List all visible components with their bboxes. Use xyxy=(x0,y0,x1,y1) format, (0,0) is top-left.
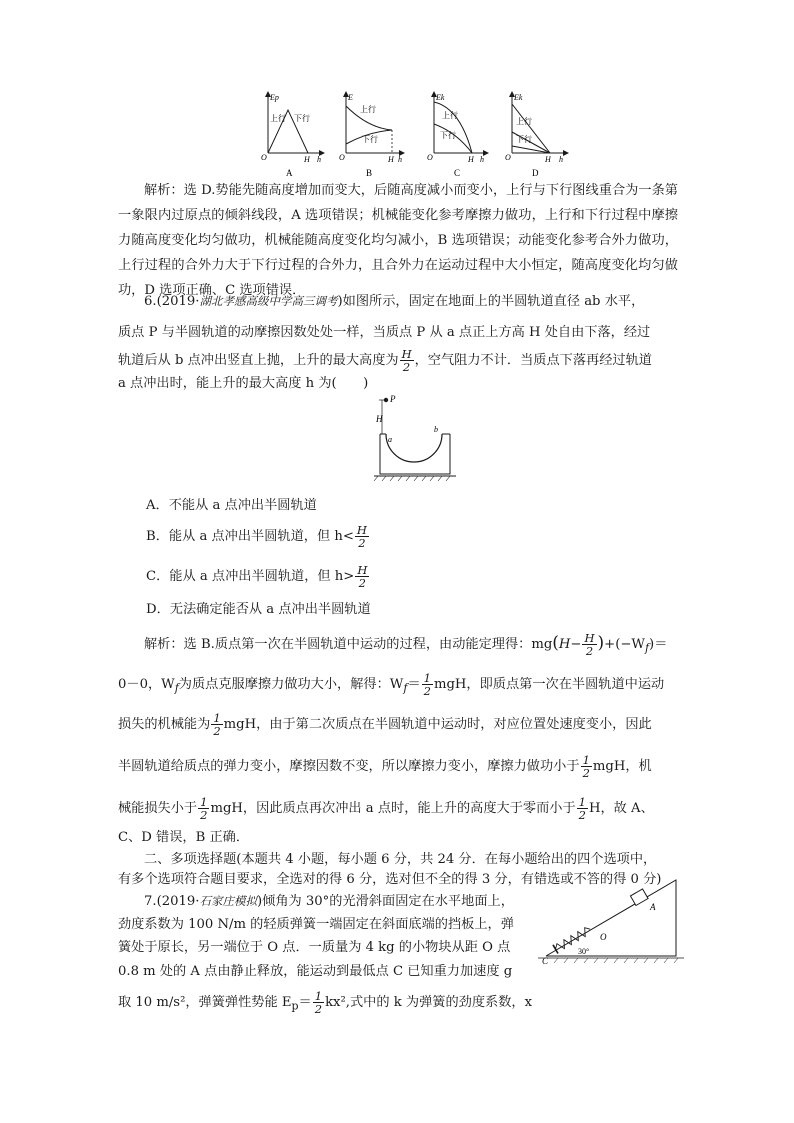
graph-b xyxy=(339,93,402,178)
q6-line2: 质点 P 与半圆轨道的动摩擦因数处处一样，当质点 P 从 a 点正上方高 H 处自由下落，经过 xyxy=(118,325,651,340)
q6-option-a[interactable]: A．不能从 a 点冲出半圆轨道 xyxy=(146,498,317,513)
graph-a xyxy=(261,93,322,178)
fraction-H-over-2: $\frac{H}{2}$ xyxy=(401,347,412,374)
graph-a-origin: O xyxy=(261,153,267,162)
graph-a-label: A xyxy=(286,168,293,178)
q7-line3: 簧处于原长，另一端位于 O 点．一质量为 4 kg 的小物块从距 O 点 xyxy=(118,940,511,955)
graph-a-h: h xyxy=(317,155,321,164)
graph-b-h: h xyxy=(398,155,402,164)
graph-d-up: 上行 xyxy=(516,117,532,126)
graph-b-up: 上行 xyxy=(360,105,376,114)
graph-b-origin: O xyxy=(339,153,345,162)
graph-c-label: C xyxy=(454,168,461,178)
fraction-H-over-2-b: $\frac{H}{2}$ xyxy=(356,523,367,550)
q7-line4: 0.8 m 处的 A 点由静止释放，能运动到最低点 C 已知重力加速度 g xyxy=(118,964,513,979)
section2-line1: 二、多项选择题(本题共 4 小题，每小题 6 分，共 24 分．在每小题给出的四个选项中， xyxy=(144,852,657,867)
analysis-q6-line1: 解析：选 B.质点第一次在半圆轨道中运动的过程，由动能定理得：mg(H− $\frac{H}{2}$ )$+(-W_f)=$ xyxy=(144,631,668,658)
fig6-a: a xyxy=(388,435,392,444)
graph-a-down: 下行 xyxy=(294,114,310,123)
q6-option-c[interactable] xyxy=(146,564,370,589)
graph-b-ylabel: E xyxy=(348,93,353,102)
graph-b-H: H xyxy=(388,155,394,164)
q6-line1-text: )如图所示，固定在地面上的半圆轨道直径 ab 水平， xyxy=(337,294,645,309)
fig6-P: P xyxy=(390,394,396,404)
fig7-O: O xyxy=(600,932,607,942)
graph-d-H: H xyxy=(545,155,551,164)
q6-num: 6.(2019· xyxy=(144,294,200,309)
q7-line5: 取 10 m/s²，弹簧弹性势能 $E_p=$ $\frac{1}{2}$ kx²,式中的 k 为弹簧的劲度系数，x xyxy=(118,989,533,1016)
graph-c-down: 下行 xyxy=(440,131,456,140)
q7-line2: 劲度系数为 100 N/m 的轻质弹簧一端固定在斜面底端的挡板上，弹 xyxy=(118,917,514,932)
graph-c-origin: O xyxy=(427,153,433,162)
analysis-q6-line3: 损失的机械能为 $\frac{1}{2}$ mgH，由于第二次质点在半圆轨道中运动时，对应位置处速度变小，因此 xyxy=(118,711,652,738)
fig6-H: H xyxy=(376,414,383,424)
fraction-H-over-2-c: $\frac{H}{2}$ xyxy=(357,563,368,590)
analysis-q6-line6: C、D 错误，B 正确． xyxy=(118,830,250,845)
graph-d-h: h xyxy=(559,155,563,164)
graph-c-H: H xyxy=(468,155,474,164)
graph-c-up: 上行 xyxy=(442,111,458,120)
graph-c-h: h xyxy=(480,155,484,164)
graph-c-ylabel: Ek xyxy=(436,93,445,102)
fig6-b: b xyxy=(434,425,438,434)
graph-b-label: B xyxy=(366,168,373,178)
graph-d-ylabel: Ek xyxy=(514,93,523,102)
graph-b-down: 下行 xyxy=(362,135,378,144)
graph-d-down: 下行 xyxy=(516,135,532,144)
fig7-angle: 30° xyxy=(578,947,590,956)
q6-option-b-text: B．能从 a 点冲出半圆轨道，但 h< xyxy=(146,529,354,544)
q6-line3 xyxy=(118,348,652,373)
graph-a-H: H xyxy=(304,155,310,164)
q6-line4: a 点冲出时，能上升的最大高度 h 为( ) xyxy=(118,376,369,391)
q7-line1: 7.(2019·石家庄模拟)倾角为 30°的光滑斜面固定在水平地面上， xyxy=(144,894,514,909)
q6-option-b[interactable] xyxy=(146,524,370,549)
analysis-q5: 解析：选 D.势能先随高度增加而变大，后随高度减小而变小，上行与下行图线重合为一条第一象限内过原点的倾斜线段，A 选项错误；机械能变化参考摩擦力做功，上行和下行过程中摩擦力随高度变化均匀做功，机械能随高度变化均匀减小，B 选项错误；动能变化参考合外力做功，上行过程的合外力大于下行过程的合外力，且合外力在运动过程中大小恒定，随高度变化均匀做功，D 选项正确、C 选项错误． xyxy=(118,183,678,298)
analysis-q6-line2: 0－0，$W_f$为质点克服摩擦力做功大小，解得：$W_f=$ $\frac{1}{2}$ mgH，即质点第一次在半圆轨道中运动 xyxy=(118,671,665,698)
graph-a-ylabel: Ep xyxy=(270,93,279,102)
q6-line3-b: ，空气阻力不计．当质点下落再经过轨道 xyxy=(414,353,652,368)
fig7-C: C xyxy=(542,956,549,966)
q6-source: 湖北孝感高级中学高三调考 xyxy=(199,294,338,308)
incline-spring-figure xyxy=(538,872,684,966)
semicircle-track-figure xyxy=(368,392,460,484)
analysis-q6-line4: 半圆轨道给质点的弹力变小，摩擦因数不变，所以摩擦力变小，摩擦力做功小于 $\frac{1}{2}$ mgH，机 xyxy=(118,753,652,780)
q6-option-c-text: C．能从 a 点冲出半圆轨道，但 h> xyxy=(146,569,355,584)
graph-a-up: 上行 xyxy=(270,114,286,123)
energy-graphs-figure xyxy=(250,88,570,178)
q6-line1 xyxy=(144,290,644,309)
analysis-q6-line5: 械能损失小于 $\frac{1}{2}$ mgH，因此质点再次冲出 a 点时，能上升的高度大于零而小于 $\frac{1}{2}$ H，故 A、 xyxy=(118,795,654,822)
section2-line2: 有多个选项符合题目要求，全选对的得 6 分，选对但不全的得 3 分，有错选或不答的得 0 分) xyxy=(118,872,662,887)
q6-line3-a: 轨道后从 b 点冲出竖直上抛，上升的最大高度为 xyxy=(118,353,399,368)
fig7-A: A xyxy=(650,902,656,912)
graph-d-label: D xyxy=(532,168,539,178)
graph-c xyxy=(427,93,486,178)
graph-d xyxy=(505,93,566,178)
graph-d-origin: O xyxy=(505,153,511,162)
q6-option-d[interactable]: D．无法确定能否从 a 点冲出半圆轨道 xyxy=(146,602,371,617)
